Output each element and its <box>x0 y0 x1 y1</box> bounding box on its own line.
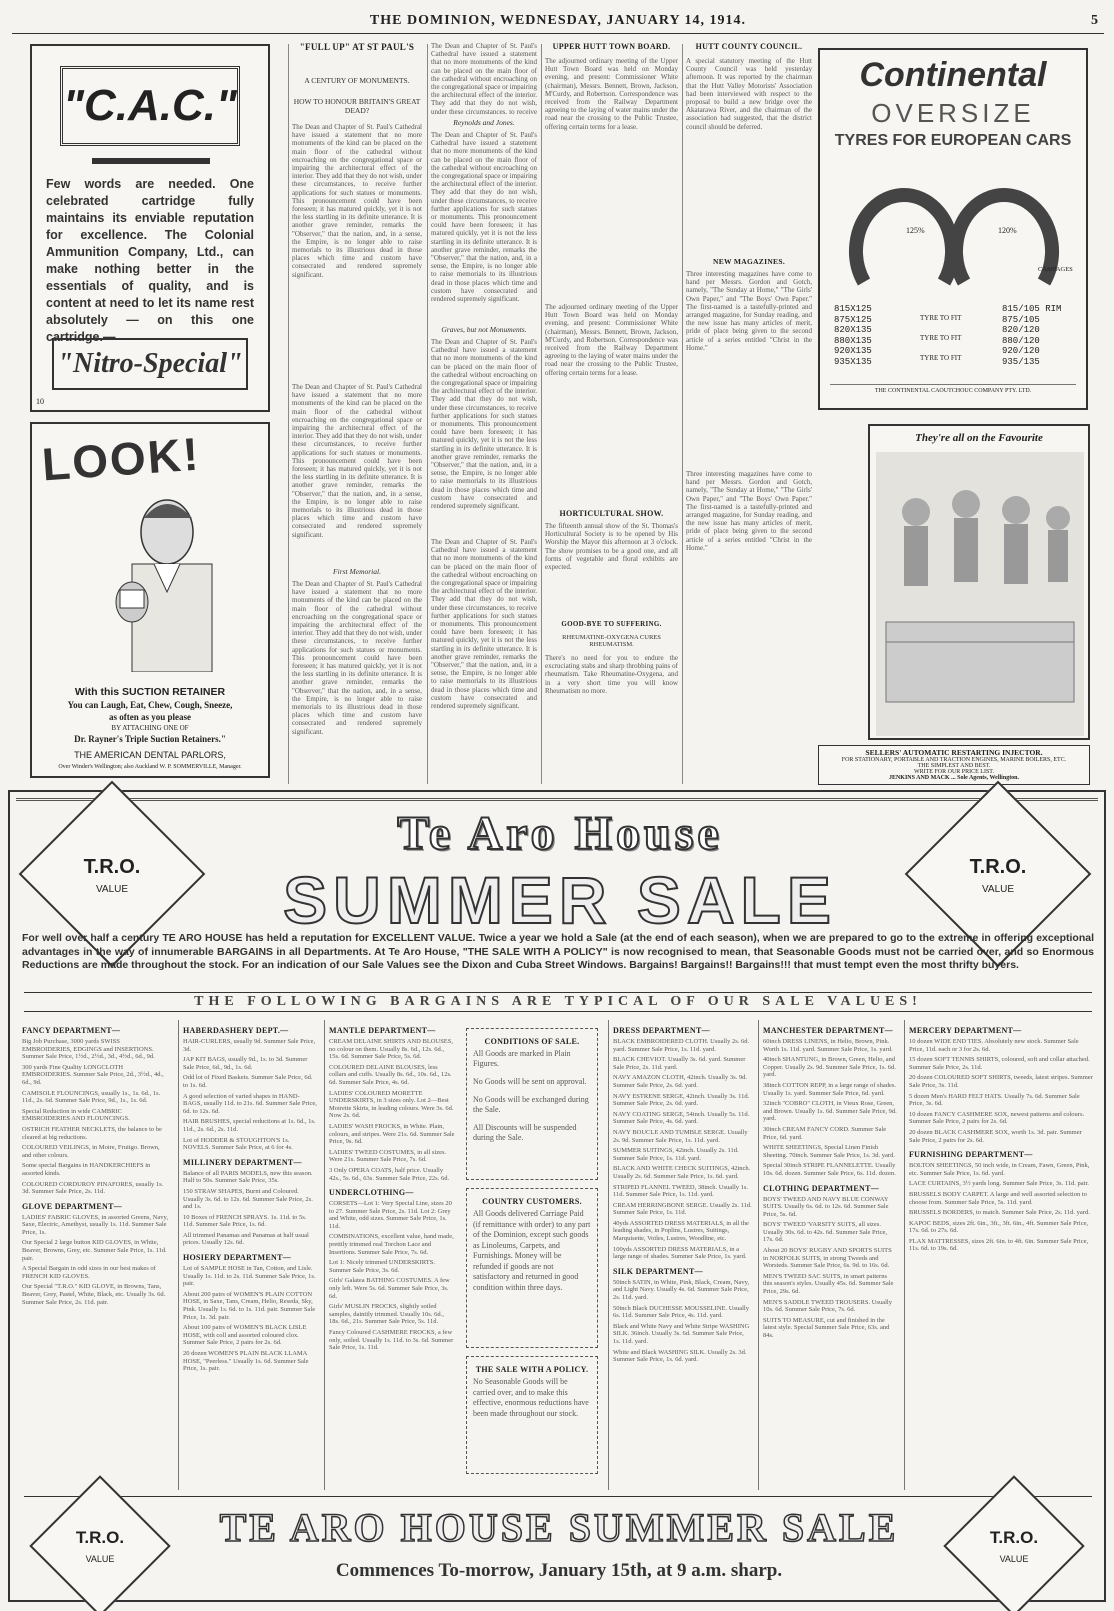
race-illustration <box>876 452 1084 736</box>
dept-item: 100yds ASSORTED DRESS MATERIALS, in a large range of shades. Summer Sale Price, 1s. yard. <box>613 1245 747 1261</box>
dental-address: Over Winder's Wellington; also Auckland W. P. SOMMERVILLE, Manager. <box>58 764 242 770</box>
sale-footer-sub: Commences To-morrow, January 15th, at 9 a.m. sharp. <box>335 1560 783 1581</box>
dept-item: 38inch COTTON REPP, in a large range of shades. Usually 1s. yard. Summer Sale Price, 6d. yard. <box>763 1081 896 1097</box>
size-row: 820/120 <box>1002 325 1040 335</box>
dept-heading: COUNTRY CUSTOMERS. <box>482 1197 582 1206</box>
dental-line2: You can Laugh, Eat, Chew, Cough, Sneeze, <box>67 700 233 710</box>
dept-heading: MANCHESTER DEPARTMENT— <box>763 1026 893 1035</box>
dept-item: Some special Bargains in HANDKERCHIEFS in assorted kinds. <box>22 1162 151 1177</box>
dept-item: NAVY BOUCLE AND TUMBLE SERGE. Usually 2s. 9d. Summer Sale Price, 1s. 11d. yard. <box>613 1128 748 1144</box>
article-body: The Dean and Chapter of St. Paul's Cathedral have issued a statement that no more monuments of the kind can be placed on the main floor of the cathedral without encroaching on the congregational space or impairing the architectural effect of the interior. They add that they do not wish, under these circumstances, to receive further applications for such statues or monuments. This pronouncement could have been foreseen; it has matured quickly, yet it is not the less startling in its definite utterance. It is another grave reminder, remarks the "Observer," that the nation, and, in a sense, the Empire, is no longer able to raise memorials to its illustrious dead in those places which time and custom have consecrated and rendered supremely significant. <box>431 338 537 511</box>
continental-ad <box>818 48 1088 410</box>
tro-label: T.R.O. <box>83 856 141 878</box>
dept-item: HAIR-CURLERS, usually 9d. Summer Sale Price, 3d. <box>183 1038 316 1053</box>
article-body: There's no need for you to endure the excruciating stabs and sharp throbbing pains of rheumatism. Take Rheumatine-Oxygena, and in a very short time you will know Rheumatism no more. <box>545 654 678 695</box>
dept-item: 50inch SATIN, in White, Pink, Black, Cream, Navy, and Light Navy. Usually 4s. 6d. Summer Sale Price, 2s. 11d. yard. <box>613 1278 750 1302</box>
dept-item: COLOURED DELAINE BLOUSES, less collars and cuffs. Usually 8s. 6d., 10s. 6d., 12s. 6d. Summer Sale Price, 4s. 6d. <box>329 1063 452 1086</box>
country-box <box>466 1188 598 1348</box>
dept-item: MEN'S TWEED SAC SUITS, in smart patterns this season's styles. Usually 45s. 6d. Summer Sale Price, 29s. 6d. <box>763 1272 894 1296</box>
dept-item: About 200 pairs of WOMEN'S PLAIN COTTON HOSE, in Saxe, Tans, Cream, Helio, Reseda, Sky, Pink. Usually 1s. 6d. to 1s. 11d. pair. Summer Sale Price, 1s. 3d. pair. <box>183 1290 316 1321</box>
article-section: Graves, but not Monuments. <box>441 325 527 334</box>
dental-company: THE AMERICAN DENTAL PARLORS, <box>74 750 226 760</box>
dept-item: BLACK AND WHITE CHECK SUITINGS, 42inch. Usually 2s. 6d. Summer Sale Price, 1s. 6d. yard. <box>613 1165 751 1180</box>
article-body: The Dean and Chapter of St. Paul's Cathedral have issued a statement that no more monuments of the kind can be placed on the main floor of the cathedral without encroaching on the congregational space or impairing the architectural effect of the interior. They add that they do not wish, under these circumstances, to receive <box>431 42 537 114</box>
article-body: The fifteenth annual show of the St. Thomas's Horticultural Society is to be opened by His Worship the Mayor this afternoon at 3 o'clock. The show promises to be a good one, and all forms of vegetable and floral exhibits are expected. <box>545 522 678 572</box>
masthead <box>12 10 1104 34</box>
sale-strip-text: THE FOLLOWING BARGAINS ARE TYPICAL OF OUR SALE VALUES! <box>194 994 922 1009</box>
dept-item: NAVY AMAZON CLOTH, 42inch. Usually 3s. 9d. Summer Sale Price, 2s. 6d. yard. <box>613 1074 747 1089</box>
article-headline: GOOD-BYE TO SUFFERING. <box>561 620 662 628</box>
dept-item: BLACK EMBROIDERED CLOTH. Usually 2s. 6d. yard. Summer Sale Price, 1s. 11d. yard. <box>613 1038 750 1053</box>
dept-item: Lot of SAMPLE HOSE in Tan, Cotton, and Lisle. Usually 1s. 11d. to 2s. 11d. Summer Sale Price, 1s. pair. <box>183 1265 316 1288</box>
dental-line1: With this SUCTION RETAINER <box>74 686 226 698</box>
article-body: The adjourned ordinary meeting of the Upper Hutt Town Board was held on Monday evening, and present: Commissioner White (chairman), Messrs. Bennett, Brown, Jackson, M'Curdy, and Robertson. Correspondence was received from the Railway Department agreeing to the laying of water mains under the road near the crossing to the Public Trustee, offering certain terms for a lease. <box>545 303 678 377</box>
sale-strip <box>24 992 1092 1012</box>
column-rule <box>288 44 289 784</box>
tro-label: T.R.O. <box>75 1528 125 1547</box>
dept-heading: UNDERCLOTHING— <box>329 1188 414 1198</box>
dept-heading: MANTLE DEPARTMENT— <box>329 1026 436 1035</box>
tyre-caption: CAMPAGES <box>1038 266 1073 273</box>
size-row: 820X135 <box>834 325 872 335</box>
sizes-left <box>834 304 914 367</box>
tyre-to-fit: TYRE TO FIT <box>920 334 962 342</box>
column-rule <box>427 44 428 784</box>
continental-subtitle: TYRES FOR EUROPEAN CARS <box>834 132 1072 149</box>
sale-footer-title: TE ARO HOUSE SUMMER SALE <box>219 1505 899 1550</box>
article-body: The Dean and Chapter of St. Paul's Cathedral have issued a statement that no more monuments of the kind can be placed on the main floor of the cathedral without encroaching on the congregational space or impairing the architectural effect of the interior. They add that they do not wish, under these circumstances, to receive further applications for such statues or monuments. This pronouncement could have been foreseen; it has matured quickly, yet it is not the less startling in its definite utterance. It is another grave reminder, remarks the "Observer," that the nation, and, in a sense, the Empire, is no longer able to raise memorials to its illustrious dead in those places which time and custom have consecrated and rendered supremely significant. <box>431 131 537 304</box>
dental-ad <box>30 422 270 778</box>
tyre-label-right: 120% <box>998 226 1017 235</box>
country-body: All Goods delivered Carriage Paid (if remittance with order) to any part of the Dominion, except such goods as Linoleums, Carpets, and Furnishings. Money will be refunded if goods are not satisfactory and returned in good condition within three days. <box>473 1209 591 1292</box>
dept-item: 60inch DRESS LINENS, in Helio, Brown, Pink. Worth 1s. 11d. yard. Summer Sale Price, 1s. yard. <box>763 1038 893 1053</box>
dept-item: 10 Boxes of FRENCH SPRAYS. 1s. 11d. to 5s. 11d. Summer Sale Price, 1s. 6d. <box>183 1213 307 1229</box>
dept-item: 30inch CREAM FANCY CORD. Summer Sale Price, 6d. yard. <box>763 1125 887 1141</box>
dept-column <box>178 1020 318 1490</box>
dept-item: BOLTON SHEETINGS, 50 inch wide, in Cream, Fawn, Green, Pink, etc. Summer Sale Price, 1s. 6d. yard. <box>909 1162 1090 1177</box>
dept-item: BOYS' TWEED AND NAVY BLUE CONWAY SUITS. Usually 6s. 6d. to 12s. 6d. Summer Sale Price, 5s. 6d. <box>763 1195 889 1218</box>
dept-heading: HABERDASHERY DEPT.— <box>183 1026 289 1035</box>
article-body: The Dean and Chapter of St. Paul's Cathedral have issued a statement that no more monuments of the kind can be placed on the main floor of the cathedral without encroaching on the congregational space or impairing the architectural effect of the interior. They add that they do not wish, under these circumstances, to receive further applications for such statues or monuments. This pronouncement could have been foreseen; it has matured quickly, yet it is not the less startling in its definite utterance. It is another grave reminder, remarks the "Observer," that the nation, and, in a sense, the Empire, is no longer able to raise memorials to its illustrious dead in those places which time and custom have consecrated and rendered supremely significant. <box>431 538 537 711</box>
dept-heading: HOSIERY DEPARTMENT— <box>183 1253 292 1263</box>
dept-item: Our Special 2 large button KID GLOVES, in White, Beaver, Browns, Grey, etc. Summer Sale Price, 1s. 11d. pair. <box>22 1239 167 1262</box>
dept-item: Special Reduction in wide CAMBRIC EMBROIDERIES AND FLOUNCINGS. <box>22 1107 130 1123</box>
continental-footer: THE CONTINENTAL CAOUTCHOUC COMPANY PTY. LTD. <box>830 384 1076 394</box>
tyre-to-fit: TYRE TO FIT <box>920 314 962 322</box>
cac-divider <box>92 158 210 164</box>
dept-item: Balance of all PARIS MODELS, new this season. Half to 50s. Summer Sale Price, 35s. <box>183 1169 313 1185</box>
dental-line5: Dr. Rayner's Triple Suction Retainers." <box>74 734 226 744</box>
tro-value: VALUE <box>981 884 1015 895</box>
continental-title: OVERSIZE <box>871 98 1035 128</box>
dept-item: NAVY ESTRENE SERGE, 42inch. Usually 3s. 11d. Summer Sale Price, 2s. 6d. yard. <box>613 1092 750 1108</box>
dept-heading: CONDITIONS OF SALE. <box>484 1037 580 1046</box>
tro-label: T.R.O. <box>989 1528 1039 1547</box>
sellers-line: FOR STATIONARY, PORTABLE AND TRACTION ENGINES, MARINE BOILERS, ETC. <box>841 757 1067 763</box>
dept-item: CREAM DELAINE SHIRTS AND BLOUSES, no colour on them. Usually 8s. 6d., 12s. 6d., 15s. 6d. Summer Sale Price, 5s. 6d. <box>329 1038 454 1061</box>
dept-item: 300 yards Fine Quality LONGCLOTH EMBROIDERIES. Summer Sale Price, 2d., 3½d., 4d., 6d., 9d. <box>22 1063 164 1086</box>
dept-item: COLOURED CORDUROY PINAFORES, usually 1s. 3d. Summer Sale Price, 2s. 11d. <box>22 1180 164 1196</box>
dept-item: Girls' Galatea BATHING COSTUMES. A few only left. Were 5s. 6d. Summer Sale Price, 3s. 6d. <box>329 1277 450 1300</box>
dept-item: Black and White Navy and White Stripe WASHING SILK. 36inch. Usually 3s. 6d. Summer Sale Price, 1s. 11d. yard. <box>613 1322 750 1345</box>
article-body: The Dean and Chapter of St. Paul's Cathedral have issued a statement that no more monuments of the kind can be placed on the main floor of the cathedral without encroaching on the congregational space or impairing the architectural effect of the interior. They add that they do not wish, under these circumstances, to receive further applications for such statues or monuments. This pronouncement could have been foreseen; it has matured quickly, yet it is not the less startling in its definite utterance. It is another grave reminder, remarks the "Observer," that the nation, and, in a sense, the Empire, is no longer able to raise memorials to its illustrious dead in those places which time and custom have consecrated and rendered supremely significant. <box>292 123 422 279</box>
article-headline: "FULL UP" AT ST PAUL'S <box>299 42 415 52</box>
tro-value: VALUE <box>999 1554 1029 1564</box>
continental-brand: Continental <box>859 56 1047 94</box>
dept-item: BRUSSELS BORDERS, to match. Summer Sale Price, 2s. 11d. yard. <box>909 1209 1090 1217</box>
article-headline: UPPER HUTT TOWN BOARD. <box>552 42 671 51</box>
dept-item: LADIES' COLOURED MORETTE UNDERSKIRTS, in 3 sizes only. Lot 2—Best Moirette Skirts, in leading colours. Were 3s. 6d. Now 2s. 6d. <box>329 1089 454 1120</box>
cac-ref: 10 <box>36 397 44 406</box>
sellers-line: WRITE FOR OUR PRICE LIST. <box>913 769 995 775</box>
sellers-line: JENKINS AND MACK ... Sole Agents, Wellington. <box>888 775 1020 781</box>
article-headline: HUTT COUNTY COUNCIL. <box>695 42 803 51</box>
tyre-to-fit: TYRE TO FIT <box>920 354 962 362</box>
condition-item: No Goods will be exchanged during the Sale. <box>473 1095 589 1114</box>
dept-item: A Special Bargain in odd sizes in our best makes of FRENCH KID GLOVES. <box>22 1265 156 1280</box>
dept-item: COMBINATIONS, excellent value, hand made, prettily trimmed real Torchon Lace and Insertions. Summer Sale Price, 7s. 6d. <box>329 1233 454 1256</box>
dept-item: SUITS TO MEASURE, cut and finished in the latest style. Special Summer Sale Price, 63s. and 84s. <box>763 1316 890 1339</box>
article-subhead: RHEUMATINE-OXYGENA CURES RHEUMATISM. <box>562 634 661 648</box>
article-section: Reynolds and Jones. <box>453 118 515 127</box>
article-body: The Dean and Chapter of St. Paul's Cathedral have issued a statement that no more monuments of the kind can be placed on the main floor of the cathedral without encroaching on the congregational space or impairing the architectural effect of the interior. They add that they do not wish, under these circumstances, to receive further applications for such statues or monuments. This pronouncement could have been foreseen; it has matured quickly, yet it is not the less startling in its definite utterance. It is another grave reminder, remarks the "Observer," that the nation, and, in a sense, the Empire, is no longer able to raise memorials to its illustrious dead in those places which time and custom have consecrated and rendered supremely significant. <box>292 383 422 539</box>
dept-item: CAMISOLE FLOUNCINGS, usually 1s., 1s. 6d., 1s. 11d., 2s. 6d. Summer Sale Price, 9d., 1s., 1s. 6d. <box>22 1089 161 1105</box>
condition-item: All Discounts will be suspended during the Sale. <box>473 1123 577 1142</box>
sale-title: SUMMER SALE <box>283 863 837 937</box>
dept-item: Lot 1: Nicely trimmed UNDERSKIRTS. Summer Sale Price, 3s. 6d. <box>329 1259 435 1274</box>
dept-item: A good selection of varied shapes in HAND-BAGS, usually 11d. to 21s. 6d. Summer Sale Price, 6d. to 12s. 6d. <box>183 1092 317 1115</box>
sizes-right <box>1002 304 1082 367</box>
dept-item: COLOURED VEILINGS, in Moire, Fruitgo. Brown, and other colours. <box>22 1144 160 1159</box>
st-pauls-article-cont <box>431 42 537 782</box>
dept-item: White and Black WASHING SILK. Usually 2s. 3d. Summer Sale Price, 1s. 6d. yard. <box>613 1348 747 1364</box>
dept-column <box>324 1020 456 1490</box>
dept-heading: FANCY DEPARTMENT— <box>22 1026 121 1035</box>
dept-item: About 20 BOYS' RUGBY AND SPORTS SUITS in NORFOLK SUITS, in strong Tweeds and Worsteds. Summer Sale Price, 6s. 9d. to 16s. 6d. <box>763 1247 892 1270</box>
page-number: 5 <box>1091 13 1098 28</box>
dept-item: 50inch Black DUCHESSE MOUSSELINE. Usually 6s. 11d. Summer Sale Price, 4s. 11d. yard. <box>613 1304 749 1320</box>
dept-item: JAP KIT BAGS, usually 9d., 1s. to 3d. Summer Sale Price, 6d., 9d., 1s. 6d. <box>183 1056 308 1071</box>
dept-item: STRIPED FLANNEL TWEED, 38inch. Usually 1s. 11d. Summer Sale Price, 1s. 11d. yard. <box>613 1183 749 1199</box>
dept-item: Special 30inch STRIPE FLANNELETTE. Usually 10s. 6d. dozen. Summer Sale Price, 6s. 11d. dozen. <box>763 1162 896 1177</box>
dept-column <box>758 1020 898 1490</box>
tyre-label-left: 125% <box>906 226 925 235</box>
cac-product: "Nitro-Special" <box>52 338 248 390</box>
dept-item: LADIES' TWEED COSTUMES, in all sizes. Were 21s. Summer Sale Price, 7s. 6d. <box>329 1148 447 1164</box>
dept-item: 3 Only OPERA COATS, half price. Usually 42s., 5s. 6d., 63s. Summer Sale Price, 22s. 6d. <box>329 1166 450 1182</box>
sale-store-name: Te Aro House <box>397 807 723 860</box>
cac-logo: "C.A.C." <box>60 66 240 146</box>
dental-line4: BY ATTACHING ONE OF <box>111 724 189 732</box>
sale-section <box>8 790 1106 1602</box>
dept-item: Fancy Coloured CASHMERE FROCKS, a few only, soiled. Usually 1s. 11d. to 3s. 6d. Summer Sale Price, 1s. 11d. <box>329 1329 454 1352</box>
dept-item: All trimmed Panamas and Panamas at half usual prices. Usually 12s. 6d. <box>183 1231 309 1247</box>
dept-item: KAPOC BEDS, sizes 2ft. 6in., 3ft., 3ft. 6in., 4ft. Summer Sale Price, 17s. 6d. to 27s. 6d. <box>909 1219 1089 1235</box>
dept-item: 15 dozen SOFT TENNIS SHIRTS, coloured, soft and collar attached. Summer Sale Price, 2s. 11d. <box>909 1056 1090 1071</box>
dept-heading: MILLINERY DEPARTMENT— <box>183 1157 302 1167</box>
tyre-illustration <box>844 162 1064 292</box>
dept-column <box>608 1020 752 1490</box>
dept-item: Big Job Purchase, 3000 yards SWISS EMBROIDERIES, EDGINGS and INSERTIONS. Summer Sale Price, 1½d., 2½d., 3d., 4½d., 6d., 9d. <box>22 1038 155 1061</box>
favourite-headline: They're all on the Favourite <box>915 432 1043 444</box>
dept-item: BRUSSELS BODY CARPET. A large and well assorted selection to choose from. Summer Sale Price, 5s. 11d. yard. <box>909 1190 1087 1206</box>
dept-column <box>22 1020 170 1490</box>
size-row: 815/105 RIM <box>1002 304 1062 314</box>
policy-box <box>466 1356 598 1474</box>
sellers-title: SELLERS' AUTOMATIC RESTARTING INJECTOR. <box>865 748 1043 757</box>
size-row: 880/120 <box>1002 335 1040 346</box>
sellers-ad <box>818 745 1090 785</box>
dept-item: 5 dozen Men's HARD FELT HATS. Usually 7s. 6d. Summer Sale Price, 3s. 6d. <box>909 1092 1080 1108</box>
upper-hutt-article <box>545 42 678 782</box>
dept-item: CORSETS—Lot 1: Very Special Line, sizes 20 to 27. Summer Sale Price, 2s. 11d. Lot 2: Grey and White, odd sizes. Summer Sale Price, 1s. 11d. <box>329 1200 452 1230</box>
dept-item: About 100 pairs of WOMEN'S BLACK LISLE HOSE, with coll and assorted coloured clox. Summer Sale Price, 2 pairs for 2s. 6d. <box>183 1324 307 1347</box>
sellers-line: THE SIMPLEST AND BEST. <box>917 763 991 769</box>
article-body: Three interesting magazines have come to hand per Messrs. Gordon and Gotch, namely, "The Sunday at Home," "The Girls' Own Paper," and "The Boys' Own Paper." The first-named is a tastefully-printed and arranged magazine, for Sunday reading, and the new issue has many articles of merit, pride of place being given to the second article of a series entitled "Christ in the Home." <box>686 270 812 352</box>
dept-item: 10 dozen FANCY CASHMERE SOX, newest patterns and colours. Summer Sale Price, 2 pairs for 2s. 6d. <box>909 1110 1085 1126</box>
st-pauls-article <box>292 42 422 782</box>
condition-item: No Goods will be sent on approval. <box>473 1077 587 1086</box>
article-subhead: HOW TO HONOUR BRITAIN'S GREAT DEAD? <box>293 97 421 115</box>
dept-item: Our Special "T.R.O." KID GLOVE, in Browns, Tans, Beaver, Grey, Pastel, White, Black, etc. Usually 3s. 6d. Summer Sale Price, 2s. 11d. pair. <box>22 1283 166 1306</box>
size-row: 920X135 <box>834 346 872 356</box>
dept-item: CREAM HERRINGBONE SERGE. Usually 2s. 11d. Summer Sale Price, 1s. 11d. <box>613 1201 752 1217</box>
article-section: First Memorial. <box>333 567 381 576</box>
cac-ad <box>30 44 270 412</box>
size-row: 815X125 <box>834 304 872 314</box>
cac-body: Few words are needed. One celebrated cartridge fully maintains its enviable reputation for excellence. The Colonial Ammunition Company, Ltd., can make nothing better in the essentials of quality, and is content at need to let its name rest absolutely — on this one cartridge.— <box>46 177 254 344</box>
article-subhead: A CENTURY OF MONUMENTS. <box>304 76 410 85</box>
article-headline: HORTICULTURAL SHOW. <box>559 509 664 518</box>
dept-item: 10 dozen WIDE END TIES. Absolutely new stock. Summer Sale Price, 11d. each or 3 for 2s. 6d. <box>909 1038 1079 1053</box>
dental-headline: LOOK! <box>40 427 202 491</box>
dept-heading: CLOTHING DEPARTMENT— <box>763 1183 880 1193</box>
tro-value: VALUE <box>95 884 129 895</box>
size-row: 920/120 <box>1002 346 1040 356</box>
dept-item: Girls' MUSLIN FROCKS, slightly soiled samples, daintily trimmed. Usually 10s. 6d., 18s. 6d., 21s. Summer Sale Price, 5s. 11d. <box>329 1303 444 1326</box>
dept-heading: THE SALE WITH A POLICY. <box>475 1365 589 1374</box>
column-rule <box>682 44 683 784</box>
dept-item: 20 dozen BLACK CASHMERE SOX, worth 1s. 3d. pair. Summer Sale Price, 2 pairs for 2s. 6d. <box>909 1128 1082 1144</box>
dept-heading: GLOVE DEPARTMENT— <box>22 1201 123 1211</box>
man-illustration <box>92 492 232 672</box>
article-body: A special statutory meeting of the Hutt County Council was held yesterday afternoon. It was reported by the chairman that the Hutt Valley Motorists' Association had been interviewed with respect to the proposal to build a new bridge over the Akatarawa River, and the chairman of the association had suggested, that the district council should be deferred. <box>686 57 812 131</box>
policy-body: No Seasonable Goods will be carried over, and to make this effective, enormous reductions have been made throughout our stock. <box>473 1377 589 1418</box>
dept-item: BLACK CHEVIOT. Usually 3s. 6d. yard. Summer Sale Price, 2s. 11d. yard. <box>613 1056 746 1071</box>
condition-item: All Goods are marked in Plain Figures. <box>473 1049 571 1068</box>
dept-item: Lot of HODDER & STOUGHTON'S 1s. NOVELS. Summer Sale Price, at 6 for 4s. <box>183 1136 293 1152</box>
sale-border-top <box>16 798 1098 801</box>
dept-item: LADIES' WASH FROCKS, in White. Plain, colours, and stripes. Were 21s. 6d. Summer Sale Price, 9s. 6d. <box>329 1122 455 1146</box>
article-body: The Dean and Chapter of St. Paul's Cathedral have issued a statement that no more monuments of the kind can be placed on the main floor of the cathedral without encroaching on the congregational space or impairing the architectural effect of the interior. They add that they do not wish, under these circumstances, to receive further applications for such statues or monuments. This pronouncement could have been foreseen; it has matured quickly, yet it is not the less startling in its definite utterance. It is another grave reminder, remarks the "Observer," that the nation, and, in a sense, the Empire, is no longer able to raise memorials to its illustrious dead in those places which time and custom have consecrated and rendered supremely significant. <box>292 580 422 736</box>
dept-item: 20 dozen COLOURED SOFT SHIRTS, tweeds, latest stripes. Summer Sale Price, 3s. 11d. <box>909 1074 1093 1089</box>
sale-footer-rule <box>24 1496 1092 1497</box>
dental-line3: as often as you please <box>108 712 191 722</box>
dept-item: OSTRICH FEATHER NECKLETS, the balance to be cleared at big reductions. <box>22 1125 162 1141</box>
dept-item: HAIR BRUSHES, special reductions at 1s. 6d., 1s. 11d., 2s. 6d., 2s. 11d. <box>183 1118 316 1133</box>
article-headline: NEW MAGAZINES. <box>713 257 785 266</box>
dept-item: WHITE SHEETINGS, Special Linen Finish Sheeting. 70inch. Summer Sale Price, 1s. 3d. yard. <box>763 1144 895 1159</box>
dept-item: SUMMER SUITINGS, 42inch. Usually 2s. 11d. Summer Sale Price, 1s. 11d. yard. <box>613 1147 739 1162</box>
dept-heading: FURNISHING DEPARTMENT— <box>909 1150 1033 1160</box>
dept-item: Odd lot of Fixed Baskets. Summer Sale Price, 6d. to 1s. 6d. <box>183 1074 313 1089</box>
size-row: 875X125 <box>834 314 872 325</box>
hutt-county-article <box>686 42 812 782</box>
column-rule <box>541 44 542 784</box>
conditions-box <box>466 1028 598 1180</box>
size-row: 875/105 <box>1002 314 1040 325</box>
dept-item: 20 dozen WOMEN'S PLAIN BLACK LLAMA HOSE, "Peerless." Usually 1s. 6d. Summer Sale Price, 1s. pair. <box>183 1350 309 1373</box>
favourite-ad <box>868 424 1090 740</box>
dept-item: FLAX MATTRESSES, sizes 2ft. 6in. to 4ft. 6in. Summer Sale Price, 11s. 6d. to 19s. 6d. <box>909 1237 1089 1253</box>
dept-heading: MERCERY DEPARTMENT— <box>909 1026 1022 1035</box>
sale-intro: For well over half a century TE ARO HOUSE has held a reputation for EXCELLENT VALUE. Twice a year we hold a Sale (at the end of each season), when we are prepared to go to the extreme in offering exceptional advantages in the way of innumerable BARGAINS in all Departments. At Te Aro House, "THE SALE WITH A POLICY" is now recognised to mean, that Seasonable Goods must not be carried over, and so Enormous Reductions are made throughout the stock. For an indication of our Sale Values see the Dixon and Cuba Street Windows. Bargains! Bargains!! Bargains!!! that must tempt even the most thrifty buyers. <box>22 932 1094 971</box>
dept-column <box>904 1020 1094 1490</box>
article-body: The adjourned ordinary meeting of the Upper Hutt Town Board was held on Monday evening, and present: Commissioner White (chairman), Messrs. Bennett, Brown, Jackson, M'Curdy, and Robertson. Correspondence was received from the Railway Department agreeing to the laying of water mains under the road near the crossing to the Public Trustee, offering certain terms for a lease. <box>545 57 678 131</box>
dept-heading: SILK DEPARTMENT— <box>613 1266 703 1276</box>
dept-item: 150 STRAW SHAPES, Burnt and Coloured. Usually 3s. 6d. to 12s. 6d. Summer Sale Price, 2s. and 1s. <box>183 1187 313 1211</box>
masthead-title: THE DOMINION, WEDNESDAY, JANUARY 14, 1914. <box>369 13 747 28</box>
dept-item: LADIES' FABRIC GLOVES, in assorted Greens, Navy, Saxe, Electric, Amethyst, usually 1s. 11d. Summer Sale Price, 1s. <box>22 1213 168 1236</box>
dept-item: NAVY COATING SERGE, 54inch. Usually 5s. 11d. Summer Sale Price, 4s. 6d. yard. <box>613 1110 750 1126</box>
size-row: 935X135 <box>834 356 872 367</box>
size-row: 935/135 <box>1002 356 1040 367</box>
dept-heading: DRESS DEPARTMENT— <box>613 1026 710 1035</box>
dept-item: LACE CURTAINS, 3½ yards long. Summer Sale Price, 3s. 11d. pair. <box>909 1180 1089 1188</box>
dept-item: BOYS' TWEED 'VARSITY SUITS, all sizes. Usually 30s. 6d. to 42s. 6d. Summer Sale Price, 17s. 6d. <box>763 1221 888 1244</box>
dept-item: 40inch SHANTUNG, in Brown, Green, Helio, and Copper. Usually 2s. 9d. Summer Sale Price, 1s. 6d. yard. <box>763 1056 896 1079</box>
tro-value: VALUE <box>85 1554 115 1564</box>
dept-item: 40yds ASSORTED DRESS MATERIALS, in all the leading shades, in Poplins, Lustres, Suitings, Marquisette, Voiles, Lustres, Woodline, etc. <box>613 1219 749 1243</box>
article-body: Three interesting magazines have come to hand per Messrs. Gordon and Gotch, namely, "The Sunday at Home," "The Girls' Own Paper," and "The Boys' Own Paper." The first-named is a tastefully-printed and arranged magazine, for Sunday reading, and the new issue has many articles of merit, pride of place being given to the second article of a series entitled "Christ in the Home." <box>686 470 812 552</box>
size-row: 880X135 <box>834 335 872 346</box>
dept-item: MEN'S SADDLE TWEED TROUSERS. Usually 10s. 6d. Summer Sale Price, 7s. 6d. <box>763 1298 892 1314</box>
dept-item: 32inch "COBRO" CLOTH, in Vieux Rose, Green, and Brown. Usually 1s. 6d. Summer Sale Price, 9d. yard. <box>763 1100 897 1123</box>
tro-label: T.R.O. <box>969 856 1027 878</box>
